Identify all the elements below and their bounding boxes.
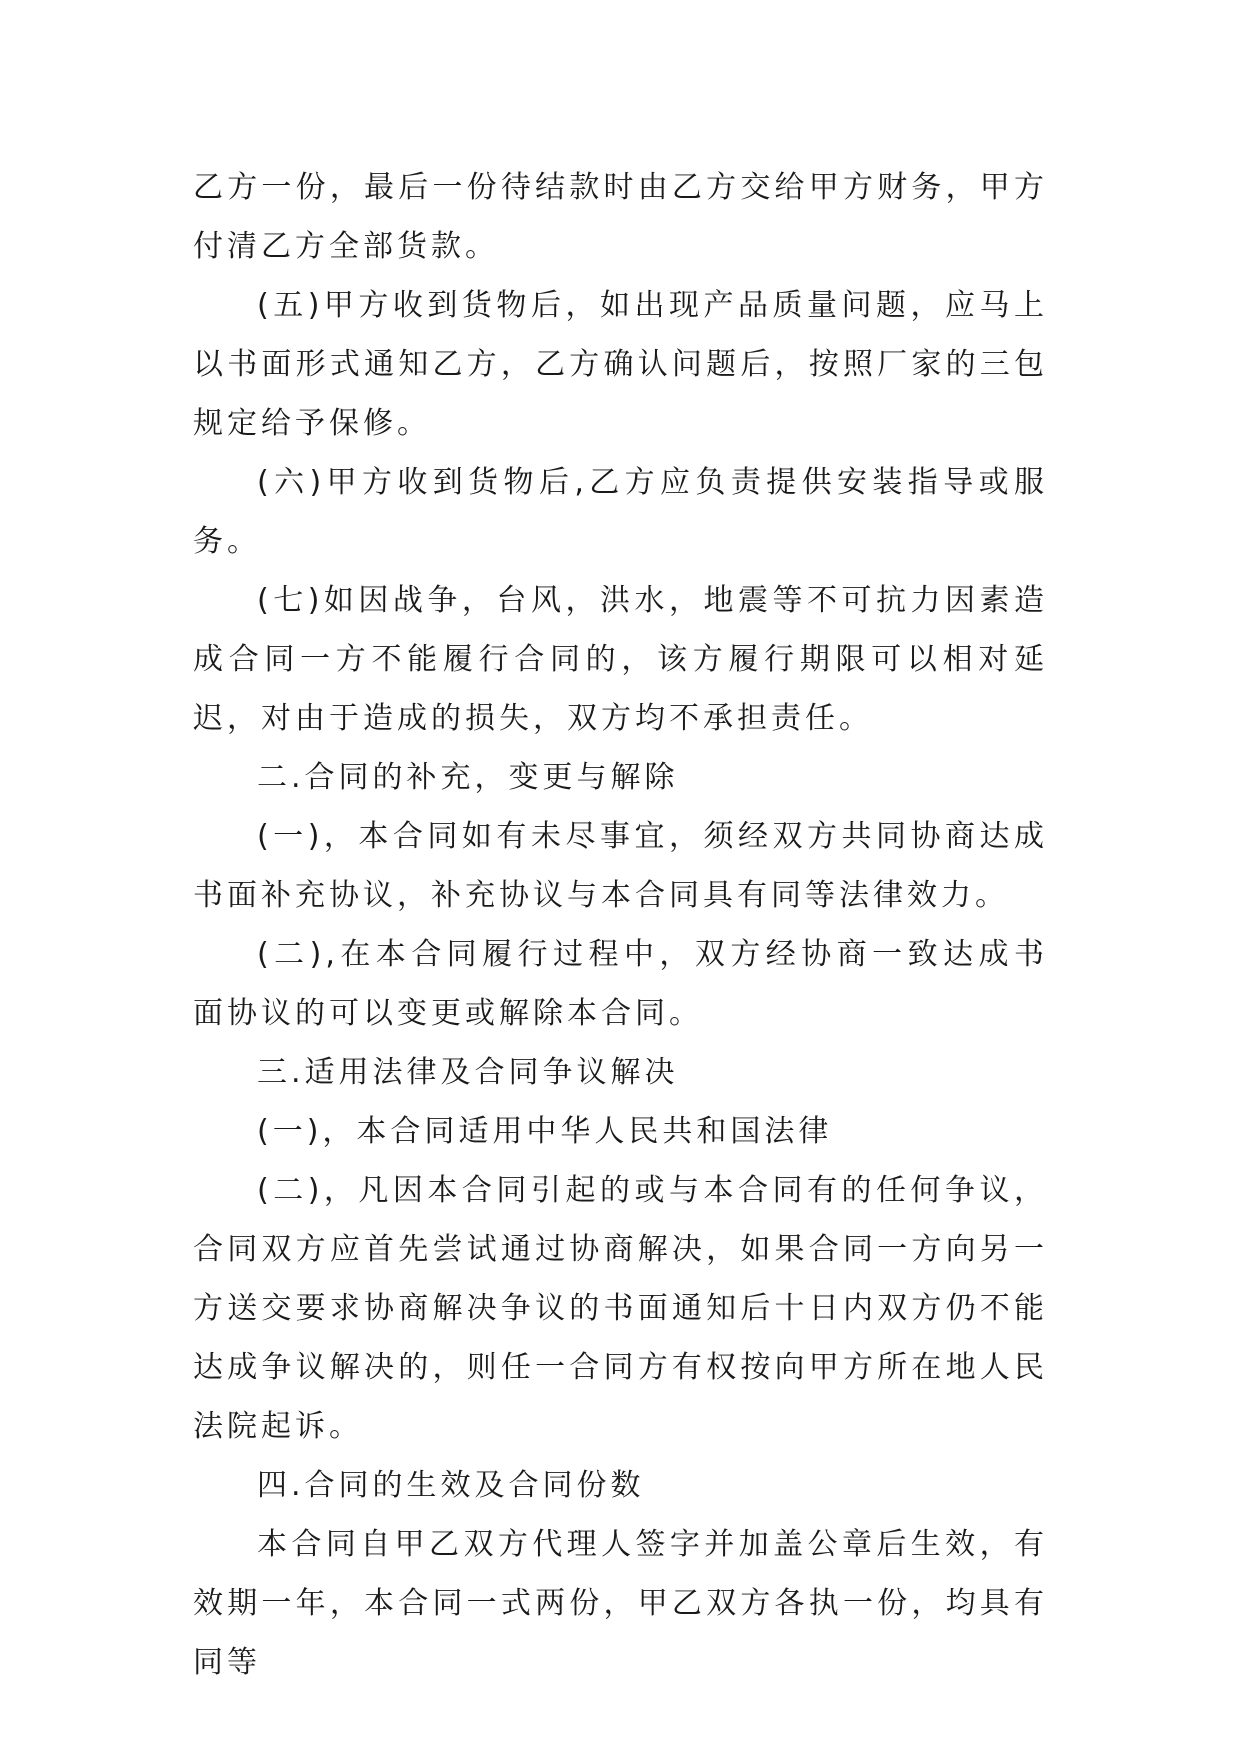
section-3-clause-2: (二)，凡因本合同引起的或与本合同有的任何争议，合同双方应首先尝试通过协商解决，如果合同一方向另一方送交要求协商解决争议的书面通知后十日内双方仍不能达成争议解决的，则任一合同方有权按向甲方所在地人民法院起诉。 — [193, 1173, 1048, 1444]
clause-6: (六)甲方收到货物后,乙方应负责提供安装指导或服务。 — [193, 465, 1048, 559]
section-3-clause-1: (一)，本合同适用中华人民共和国法律 — [257, 1114, 833, 1149]
section-4-body: 本合同自甲乙双方代理人签字并加盖公章后生效，有效期一年，本合同一式两份，甲乙双方各执一份，均具有同等 — [193, 1527, 1048, 1680]
section-2-clause-1: (一)，本合同如有未尽事宜，须经双方共同协商达成书面补充协议，补充协议与本合同具有同等法律效力。 — [193, 819, 1048, 913]
document-body — [193, 158, 1048, 1692]
section-heading-3: 三.适用法律及合同争议解决 — [257, 1055, 679, 1090]
clause-5: (五)甲方收到货物后，如出现产品质量问题，应马上以书面形式通知乙方，乙方确认问题后，按照厂家的三包规定给予保修。 — [193, 288, 1048, 441]
section-heading-4: 四.合同的生效及合同份数 — [257, 1468, 645, 1503]
section-heading-2: 二.合同的补充，变更与解除 — [257, 760, 679, 795]
clause-7: (七)如因战争，台风，洪水，地震等不可抗力因素造成合同一方不能履行合同的，该方履行期限可以相对延迟，对由于造成的损失，双方均不承担责任。 — [193, 583, 1048, 736]
section-2-clause-2: (二),在本合同履行过程中，双方经协商一致达成书面协议的可以变更或解除本合同。 — [193, 937, 1048, 1031]
paragraph-continuation: 乙方一份，最后一份待结款时由乙方交给甲方财务，甲方付清乙方全部货款。 — [193, 170, 1048, 264]
